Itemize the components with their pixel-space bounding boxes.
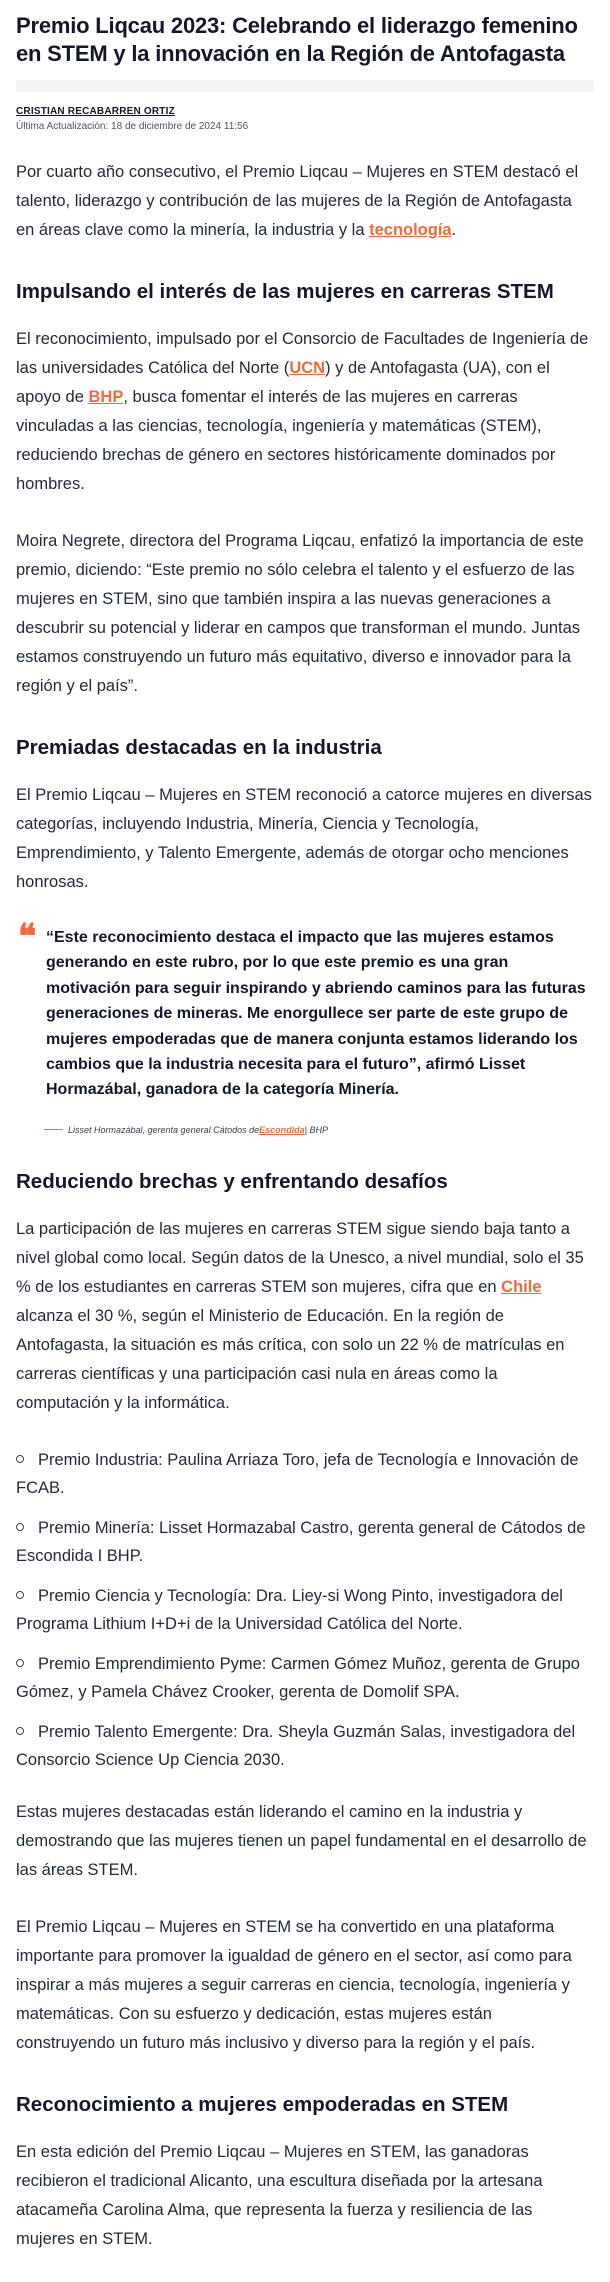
section3-paragraph-3: El Premio Liqcau – Mujeres en STEM se ha convertido en una plataforma importante para promover la igualdad de género en el sector, así como para inspirar a más mujeres a seguir carreras en ciencia, tecnología, ingeniería y matemáticas. Con su esfuerzo y dedicación, estas mujeres están construyendo un futuro más inclusivo y diverso para la región y el país. — [16, 1917, 572, 2052]
section3-paragraph-1 — [16, 1215, 594, 1418]
blockquote — [16, 917, 594, 1135]
list-item — [16, 1582, 594, 1638]
meta-divider — [16, 80, 594, 92]
caption-text-end: | BHP — [304, 1124, 328, 1135]
section-heading-reduciendo: Reduciendo brechas y enfrentando desafíos — [16, 1169, 448, 1193]
paragraph-text: La participación de las mujeres en carreras STEM sigue siendo baja tanto a nivel global como local. Según datos de la Unesco, a nivel mundial, solo el 35 % de los estudiantes en carreras STEM son mujeres, cifra que en — [16, 1219, 584, 1296]
quote-text: “Este reconocimiento destaca el impacto que las mujeres estamos generando en este rubro, por lo que este premio es una gran motivación para seguir inspirando y abriendo caminos para las futuras generaciones de mineras. Me enorgullece ser parte de este grupo de mujeres empoderadas que de manera conjunta estamos liderando los cambios que la industria necesita para el futuro”, afirmó Lisset Hormazábal, ganadora de la categoría Minería. — [46, 929, 586, 1099]
paragraph-text: El reconocimiento, impulsado por el Consorcio de Facultades de Ingeniería de las universidades Católica del Norte ( — [16, 330, 589, 377]
paragraph-text: ) y de Antofagasta (UA), con el apoyo de — [16, 359, 550, 406]
list-item — [16, 1718, 594, 1774]
section2-paragraph-1: El Premio Liqcau – Mujeres en STEM reconoció a catorce mujeres en diversas categorías, incluyendo Industria, Minería, Ciencia y Tecnología, Emprendimiento, y Talento Emergente, además de otorgar ocho menciones honrosas. — [16, 786, 592, 891]
caption-dash — [44, 1129, 62, 1130]
intro-paragraph — [16, 158, 594, 245]
list-item — [16, 1650, 594, 1706]
chile-link[interactable]: Chile — [501, 1277, 542, 1296]
section3-paragraph-2: Estas mujeres destacadas están liderando el camino en la industria y demostrando que las mujeres tienen un papel fundamental en el desarrollo de las áreas STEM. — [16, 1802, 587, 1879]
article-title: Premio Liqcau 2023: Celebrando el liderazgo femenino en STEM y la innovación en la Región de Antofagasta — [16, 13, 578, 66]
list-item-text: Premio Ciencia y Tecnología: Dra. Liey-si Wong Pinto, investigadora del Programa Lithium I+D+i de la Universidad Católica del Norte. — [16, 1586, 563, 1633]
author-link[interactable]: CRISTIAN RECABARREN ORTIZ — [16, 106, 175, 117]
intro-text-end: . — [451, 221, 457, 239]
bhp-link[interactable]: BHP — [88, 388, 124, 406]
list-item-text: Premio Industria: Paulina Arriaza Toro, jefa de Tecnología e Innovación de FCAB. — [16, 1450, 579, 1497]
quote-caption — [44, 1125, 594, 1135]
awards-list — [16, 1446, 594, 1774]
list-item — [16, 1514, 594, 1570]
escondida-link[interactable]: Escondida — [259, 1124, 305, 1135]
list-item-text: Premio Emprendimiento Pyme: Carmen Gómez Muñoz, gerenta de Grupo Gómez, y Pamela Chávez Crooker, gerenta de Domolif SPA. — [16, 1654, 580, 1701]
bullet-icon — [16, 1727, 24, 1735]
section-heading-reconocimiento: Reconocimiento a mujeres empoderadas en STEM — [16, 2092, 509, 2116]
bullet-icon — [16, 1591, 24, 1599]
section4-paragraph-1: En esta edición del Premio Liqcau – Mujeres en STEM, las ganadoras recibieron el tradicional Alicanto, una escultura diseñada por la artesana atacameña Carolina Alma, que representa la fuerza y resiliencia de las mujeres en STEM. — [16, 2142, 543, 2248]
ucn-link[interactable]: UCN — [289, 359, 326, 377]
section-heading-premiadas: Premiadas destacadas en la industria — [16, 736, 382, 759]
list-item — [16, 1446, 594, 1502]
tecnologia-link[interactable]: tecnología — [369, 221, 452, 239]
paragraph-text: , busca fomentar el interés de las mujeres en carreras vinculadas a las ciencias, tecnología, ingeniería y matemáticas (STEM), reduciendo brechas de género en sectores históricamente dominados por hombres. — [16, 388, 556, 493]
last-updated: Última Actualización: 18 de diciembre de 2024 11:56 — [16, 121, 249, 132]
bullet-icon — [16, 1659, 24, 1667]
list-item-text: Premio Talento Emergente: Dra. Sheyla Guzmán Salas, investigadora del Consorcio Science Up Ciencia 2030. — [16, 1722, 576, 1769]
bullet-icon — [16, 1523, 24, 1531]
section-heading-impulsando: Impulsando el interés de las mujeres en carreras STEM — [16, 280, 554, 303]
quote-icon: ❝ — [18, 917, 37, 957]
list-item-text: Premio Minería: Lisset Hormazabal Castro, gerenta general de Cátodos de Escondida I BHP. — [16, 1518, 586, 1565]
caption-text: Lisset Hormazábal, gerenta general Cátodos de — [68, 1124, 260, 1135]
section1-paragraph-2: Moira Negrete, directora del Programa Liqcau, enfatizó la importancia de este premio, diciendo: “Este premio no sólo celebra el talento y el esfuerzo de las mujeres en STEM, sino que también inspira a las nuevas generaciones a descubrir su potencial y liderar en campos que transforman el mundo. Juntas estamos construyendo un futuro más equitativo, diverso e innovador para la región y el país”. — [16, 532, 584, 695]
intro-text: Por cuarto año consecutivo, el Premio Liqcau – Mujeres en STEM destacó el talento, liderazgo y contribución de las mujeres de la Región de Antofagasta en áreas clave como la minería, la industria y la — [16, 163, 579, 239]
section1-paragraph-1 — [16, 325, 594, 499]
bullet-icon — [16, 1455, 24, 1463]
paragraph-text: alcanza el 30 %, según el Ministerio de Educación. En la región de Antofagasta, la situación es más crítica, con solo un 22 % de matrículas en carreras científicas y una participación casi nula en áreas como la computación y la informática. — [16, 1306, 565, 1412]
